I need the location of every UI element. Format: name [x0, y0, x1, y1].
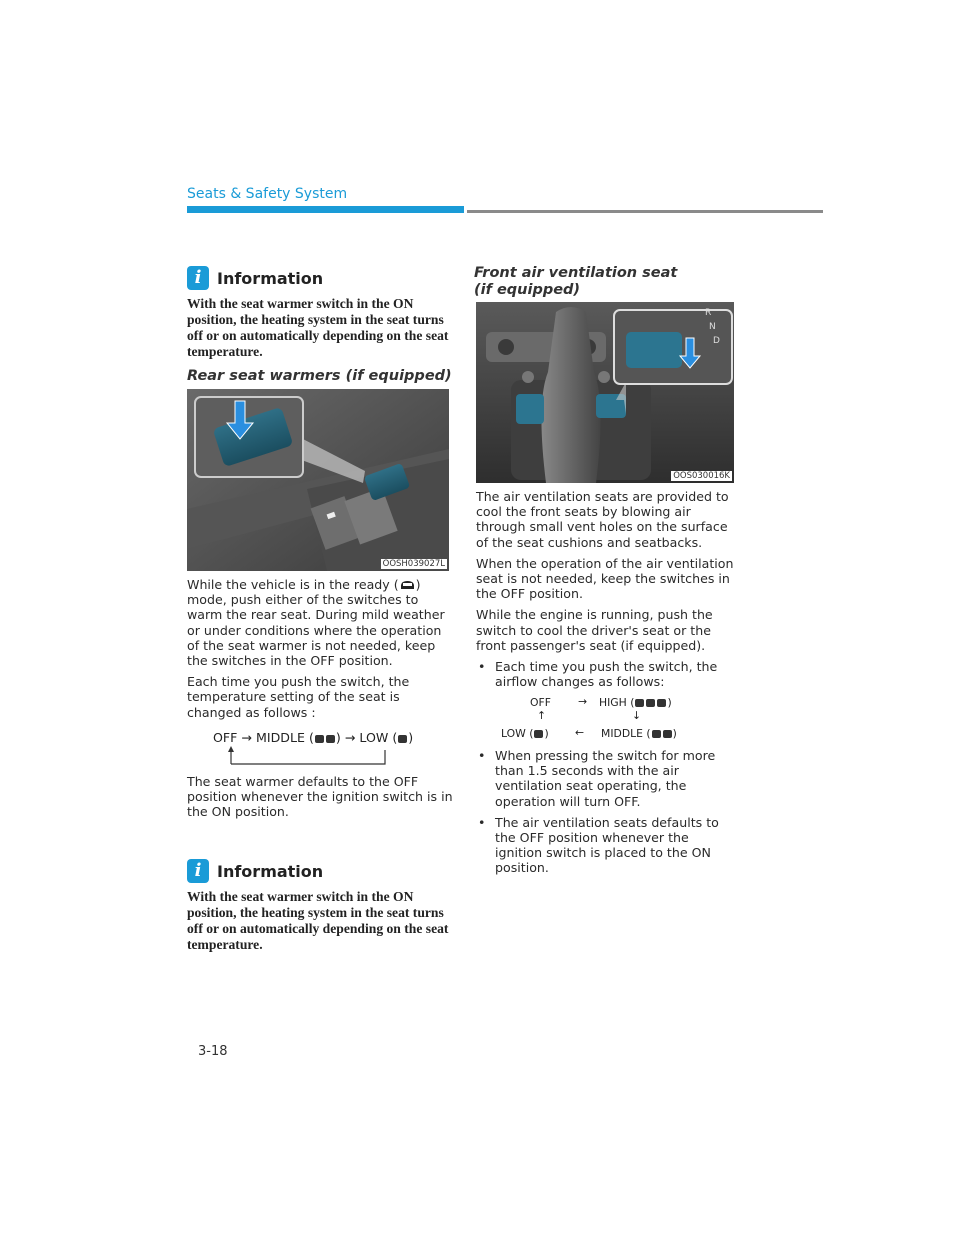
seat-vent-icon [652, 730, 661, 738]
seat-heat-icon [315, 735, 324, 743]
image-code: OOS030016K [673, 471, 730, 481]
shift-label-d: D [713, 336, 720, 346]
seat-vent-icon [663, 730, 672, 738]
seq-paren: ) [335, 730, 341, 745]
information-box-2 [187, 859, 452, 953]
seq-middle-label: MIDDLE ( [256, 730, 314, 745]
information-header [187, 859, 452, 883]
rear-warmer-sequence [213, 730, 453, 770]
seat-vent-icon [657, 699, 666, 707]
front-paragraph-2: When the operation of the air ventilation seat is not needed, keep the switches in the OFF position. [476, 555, 734, 602]
section-title: Seats & Safety System [187, 186, 348, 202]
info-icon: i [187, 266, 209, 290]
seq-low-label: LOW ( [359, 730, 398, 745]
info-icon: i [187, 859, 209, 883]
information-text: With the seat warmer switch in the ON position, the heating system in the seat turns off or on automatically depending on the seat temperature. [187, 296, 449, 359]
front-paragraph-1: The air ventilation seats are provided to cool the front seats by blowing air through small vent holes on the surface of the seat cushions and seatbacks. [476, 489, 729, 550]
information-title: Information [217, 861, 324, 881]
page-number: 3-18 [198, 1044, 228, 1059]
front-ventilation-heading-line2: (if equipped) [474, 282, 581, 298]
arrow-right-icon: → [241, 730, 252, 745]
front-paragraph-3: While the engine is running, push the switch to cool the driver's seat or the front passenger's seat (if equipped). [476, 607, 713, 653]
rear-paragraph-3: The seat warmer defaults to the OFF position whenever the ignition switch is in the ON position. [187, 774, 453, 820]
front-bullet-3: • The air ventilation seats defaults to the OFF position whenever the ignition switch is placed to the ON position. [476, 815, 734, 876]
front-bullet-1: • Each time you push the switch, the airflow changes as follows: [476, 659, 734, 689]
information-header [187, 266, 452, 290]
arrow-up-icon: ↑ [537, 709, 547, 722]
arrow-right-icon: → [344, 730, 356, 745]
seat-heat-icon [326, 735, 335, 743]
front-ventilation-heading [474, 265, 677, 299]
arrow-right-icon: → [578, 695, 588, 708]
front-bullet-2: • When pressing the switch for more than 1.5 seconds with the air ventilation seat operating, the operation will turn OFF. [476, 748, 734, 809]
center-console-illustration [476, 302, 734, 483]
header-rule-grey [467, 210, 823, 213]
rear-paragraph-2: Each time you push the switch, the temperature setting of the seat is changed as follows : [187, 674, 410, 720]
ready-car-icon [399, 579, 416, 591]
front-ventilation-photo [476, 302, 734, 483]
information-box-1 [187, 266, 452, 360]
front-ventilation-heading-line1: Front air ventilation seat [474, 265, 678, 281]
information-text: With the seat warmer switch in the ON position, the heating system in the seat turns off or on automatically depending on the seat temperature. [187, 889, 449, 952]
cycle-high-label: HIGH ( ) [599, 696, 672, 709]
seat-vent-icon [534, 730, 543, 738]
front-paragraphs [476, 489, 734, 695]
front-ventilation-cycle [500, 696, 710, 744]
rear-door-switch-illustration [187, 389, 449, 571]
shift-label-r: R [705, 308, 712, 318]
cycle-off-label: OFF [530, 696, 551, 709]
seat-heat-icon [398, 735, 407, 743]
arrow-down-icon: ↓ [632, 709, 642, 722]
header-rule-blue [187, 206, 464, 213]
seq-off-label: OFF [213, 730, 238, 745]
cycle-middle-label: MIDDLE ( ) [601, 727, 677, 740]
return-loop-arrow [213, 744, 453, 768]
seat-vent-icon [646, 699, 655, 707]
shift-label-n: N [709, 322, 716, 332]
cycle-low-label: LOW ( ) [501, 727, 549, 740]
rear-paragraph-1-end: ) mode, push either of the switches to warm the rear seat. During mild weather or under conditions where the operation of the seat warmer is not needed, keep the switches in the OFF position. [187, 577, 445, 669]
front-bullet-list [476, 659, 734, 689]
rear-paragraph-1-start: While the vehicle is in the ready ( [187, 577, 399, 592]
rear-paragraph-1 [187, 577, 455, 726]
seq-paren: ) [408, 730, 414, 745]
rear-seat-warmers-heading: Rear seat warmers (if equipped) [187, 368, 452, 384]
arrow-left-icon: ← [575, 726, 585, 739]
front-bullets-continued [476, 748, 734, 882]
image-code: OOSH039027L [382, 559, 445, 569]
information-title: Information [217, 268, 324, 288]
rear-seat-warmer-photo [187, 389, 449, 571]
seat-vent-icon [635, 699, 644, 707]
